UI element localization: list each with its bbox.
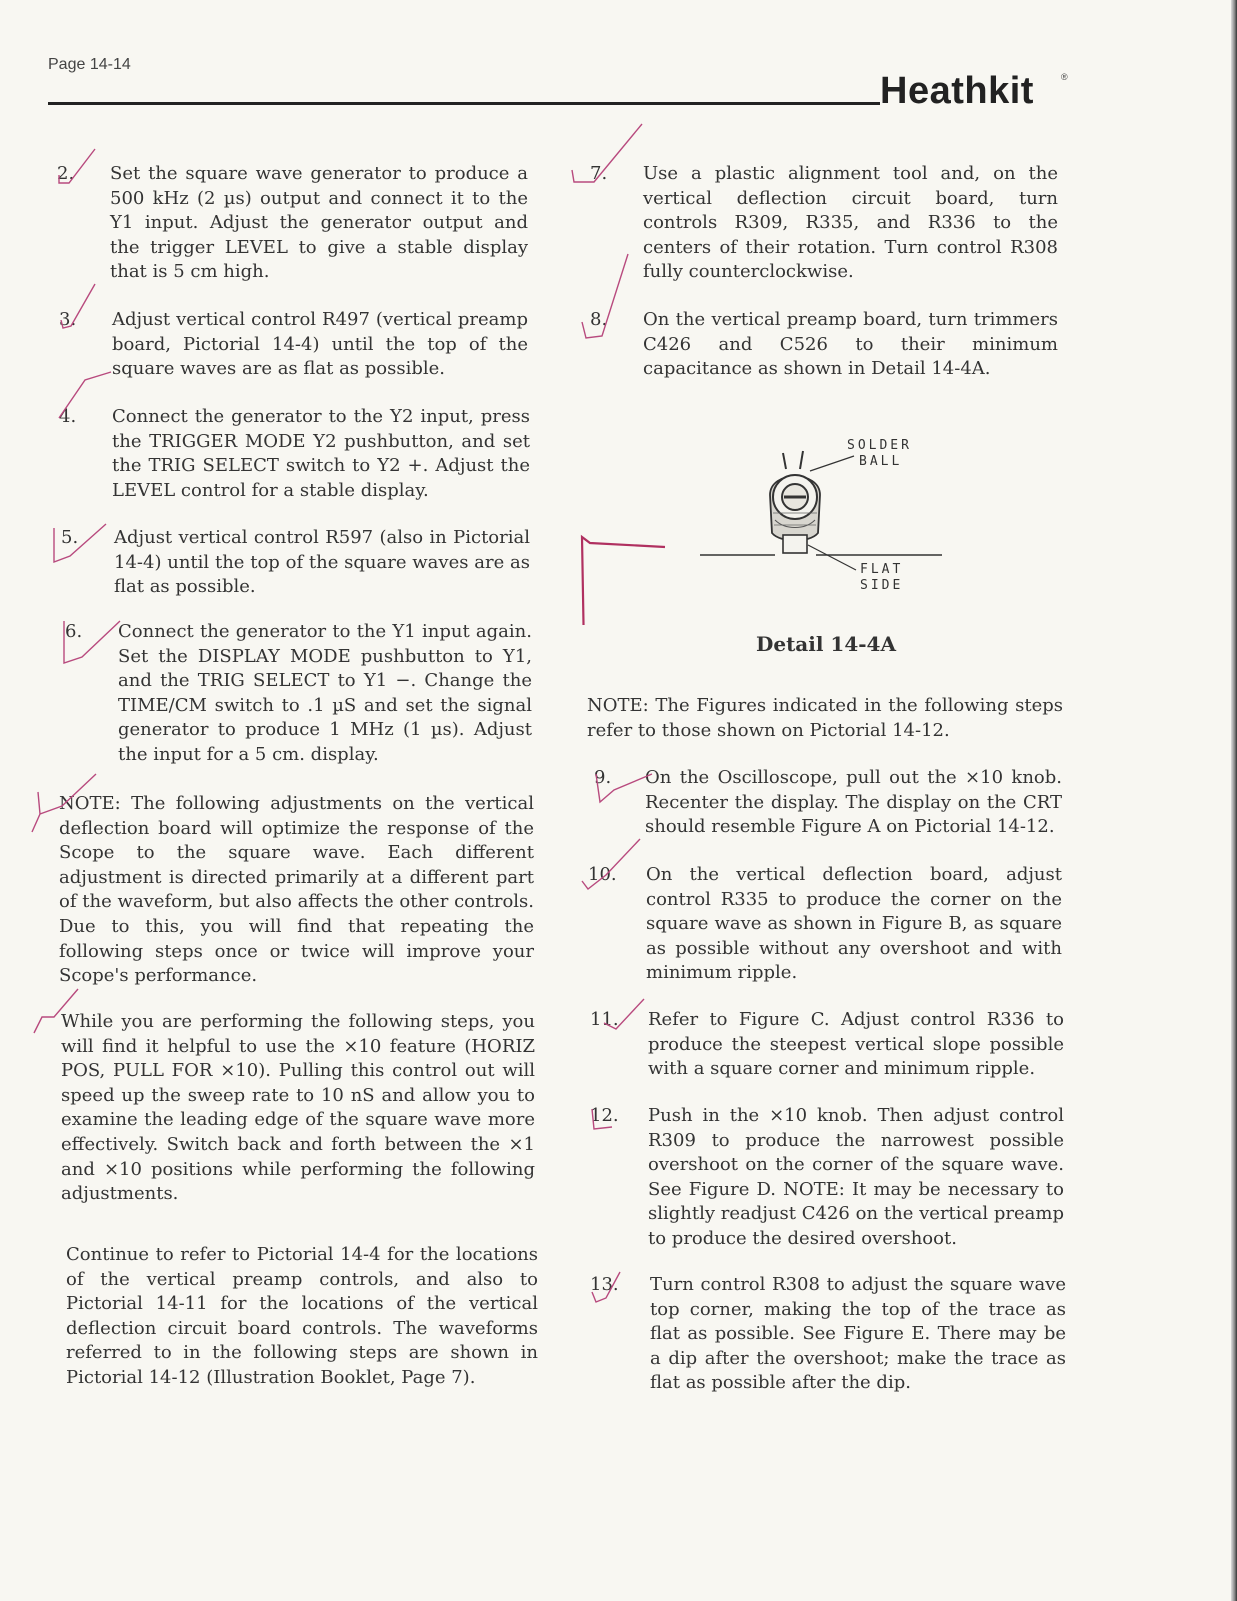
step-number: 6. [65,621,83,642]
note-continue-refer: Continue to refer to Pictorial 14-4 for the locations of the vertical preamp controls, and also to Pictorial 14-11 for the locations of the vertical deflection circuit board controls. The waveforms referred to in the following steps are shown in Pictorial 14-12 (Illustration Booklet, Page 7). [66,1244,538,1388]
check-mark-icon [590,764,660,814]
step-text: On the vertical preamp board, turn trimmers C426 and C526 to their minimum capacitance as shown in Detail 14-4A. [643,309,1058,380]
check-mark-icon [22,770,102,840]
header-rule [48,102,880,105]
label-side: SIDE [860,578,904,593]
step-number: 4. [59,406,77,427]
step-6 [65,620,532,768]
step-12 [590,1104,1064,1252]
label-flat: FLAT [860,562,904,577]
brand-logo: Heathkit [880,70,1034,112]
step-text: Adjust vertical control R497 (vertical preamp board, Pictorial 14-4) until the top of the square waves are as flat as possible. [112,309,528,380]
check-mark-icon [588,1105,618,1135]
check-mark-icon [590,995,650,1035]
step-text: Turn control R308 to adjust the square wave top corner, making the top of the trace as flat as possible. See Figure E. There may be a dip after the overshoot; make the trace as flat as possible after the dip. [650,1274,1066,1394]
check-mark-icon [58,615,128,675]
step-text: Push in the ×10 knob. Then adjust control R309 to produce the narrowest possible overshoot on the corner of the square wave. See Figure D. NOTE: It may be necessary to slightly readjust C426 on the vertical preamp to produce the desired overshoot. [648,1105,1064,1249]
step-number: 3. [59,309,77,330]
registered-mark: ® [1061,72,1068,82]
step-5 [61,526,530,600]
step-number: 11. [590,1009,619,1030]
step-text: Connect the generator to the Y1 input again. Set the DISPLAY MODE pushbutton to Y1, and the TRIG SELECT to Y1 −. Change the TIME/CM switch to .1 µS and set the signal generator to produce 1 MHz (1 µs). Adjust the input for a 5 cm. display. [118,621,532,765]
step-number: 10. [588,864,617,885]
label-solder: SOLDER [847,438,912,453]
step-number: 12. [590,1105,619,1126]
step-text: Set the square wave generator to produce a 500 kHz (2 µs) output and connect it to the Y1 input. Adjust the generator output and the trigger LEVEL to give a stable display that is 5 cm high. [110,163,528,283]
step-text: Use a plastic alignment tool and, on the vertical deflection circuit board, turn controls R309, R335, and R336 to the centers of their rotation. Turn control R308 fully counterclockwise. [643,163,1058,283]
check-mark-icon [578,835,648,895]
step-number: 13. [590,1274,619,1295]
note-figures: NOTE: The Figures indicated in the following steps refer to those shown on Pictorial 14-12. [587,695,1063,741]
detail-title: Detail 14-4A [756,632,896,656]
step-10 [588,863,1062,986]
step-text: On the vertical deflection board, adjust control R335 to produce the corner on the square wave as shown in Figure B, as square as possible without any overshoot and with minimum ripple. [646,864,1062,984]
step-text: Adjust vertical control R597 (also in Pictorial 14-4) until the top of the square waves are as flat as possible. [114,527,530,598]
step-7 [590,162,1058,285]
page-edge-shadow [1231,0,1237,1601]
step-11 [590,1008,1064,1082]
step-number: 5. [61,527,79,548]
step-text: Refer to Figure C. Adjust control R336 to produce the steepest vertical slope possible with a square corner and minimum ripple. [648,1009,1064,1080]
step-number: 9. [594,767,612,788]
check-mark-icon [55,280,105,340]
step-13 [590,1273,1066,1396]
step-4 [59,405,530,503]
label-ball: BALL [859,454,903,469]
step-text: Connect the generator to the Y2 input, press the TRIGGER MODE Y2 pushbutton, and set the TRIG SELECT switch to Y2 +. Adjust the LEVEL control for a stable display. [112,406,530,501]
step-number: 2. [57,163,75,184]
check-mark-icon [55,370,115,430]
step-9 [594,766,1062,840]
step-2 [57,162,528,285]
note-adjustments: NOTE: The following adjustments on the vertical deflection board will optimize the response of the Scope to the square wave. Each different adjustment is directed primarily at a different part of the waveform, but also affects the other controls. Due to this, you will find that repeating the following steps once or twice will improve your Scope's performance. [59,793,534,987]
step-8 [590,308,1058,382]
label-flat-side [860,562,903,594]
check-mark-icon [568,120,648,190]
check-mark-icon [55,145,105,195]
step-number: 8. [590,309,608,330]
page-number: Page 14-14 [48,56,131,73]
note-while-performing: While you are performing the following steps, you will find it helpful to use the ×10 feature (HORIZ POS, PULL FOR ×10). Pulling this control out will speed up the sweep rate to 10 nS and allow you to examine the leading edge of the square wave more effectively. Switch back and forth between the ×1 and ×10 positions while performing the following adjustments. [61,1011,535,1205]
check-mark-icon [28,985,88,1045]
check-mark-icon [586,1268,626,1308]
step-3 [59,308,528,382]
check-mark-icon [50,520,110,570]
check-mark-icon [576,250,636,350]
step-number: 7. [590,163,608,184]
step-text: On the Oscilloscope, pull out the ×10 knob. Recenter the display. The display on the CRT should resemble Figure A on Pictorial 14-12. [645,767,1062,838]
label-solder-ball [847,438,912,470]
